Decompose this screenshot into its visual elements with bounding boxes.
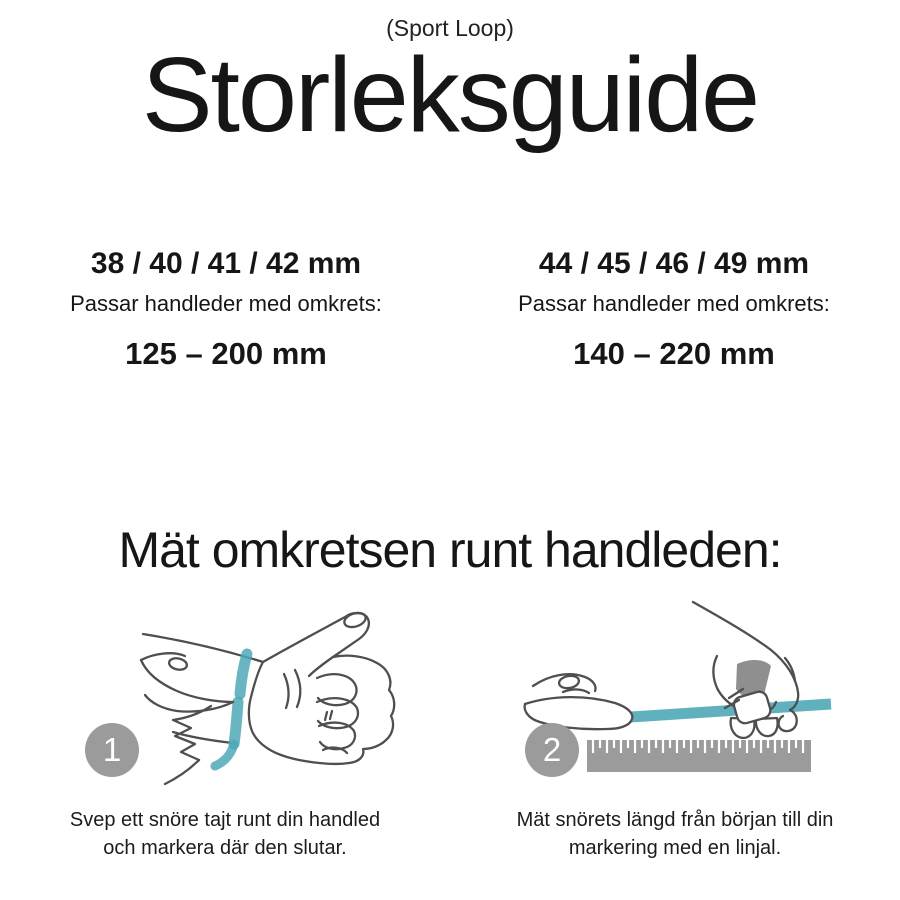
page-title: Storleksguide [141,36,759,154]
step-number: 2 [542,731,562,768]
caption-line: Mät snörets längd från början till din [516,809,834,831]
caption-line: Svep ett snöre tajt runt din handled [69,809,381,831]
caption-line: markering med en linjal. [568,837,782,859]
step-number-badge [85,723,139,777]
size-column-large [474,246,874,373]
fits-label-large: Passar handleder med omkrets: [518,291,830,316]
step-1 [35,598,415,862]
case-sizes-small: 38 / 40 / 41 / 42 mm [90,247,362,280]
step-caption [35,806,415,862]
wrist-string-illustration [35,598,415,798]
size-column-small [26,246,426,373]
step-caption [485,806,865,862]
measure-steps [0,598,900,862]
case-sizes-large: 44 / 45 / 46 / 49 mm [538,247,810,280]
measure-heading: Mät omkretsen runt handleden: [118,522,782,578]
fits-label-small: Passar handleder med omkrets: [70,291,382,316]
step-number-badge [525,723,579,777]
wrist-range-large: 140 – 220 mm [573,336,775,372]
size-columns [0,246,900,373]
step-2 [485,598,865,862]
caption-line: och markera där den slutar. [103,837,347,859]
step-number: 1 [102,731,122,768]
sport-loop-subtitle: (Sport Loop) [386,15,514,41]
ruler-measure-illustration [485,598,865,798]
wrist-range-small: 125 – 200 mm [125,336,327,372]
